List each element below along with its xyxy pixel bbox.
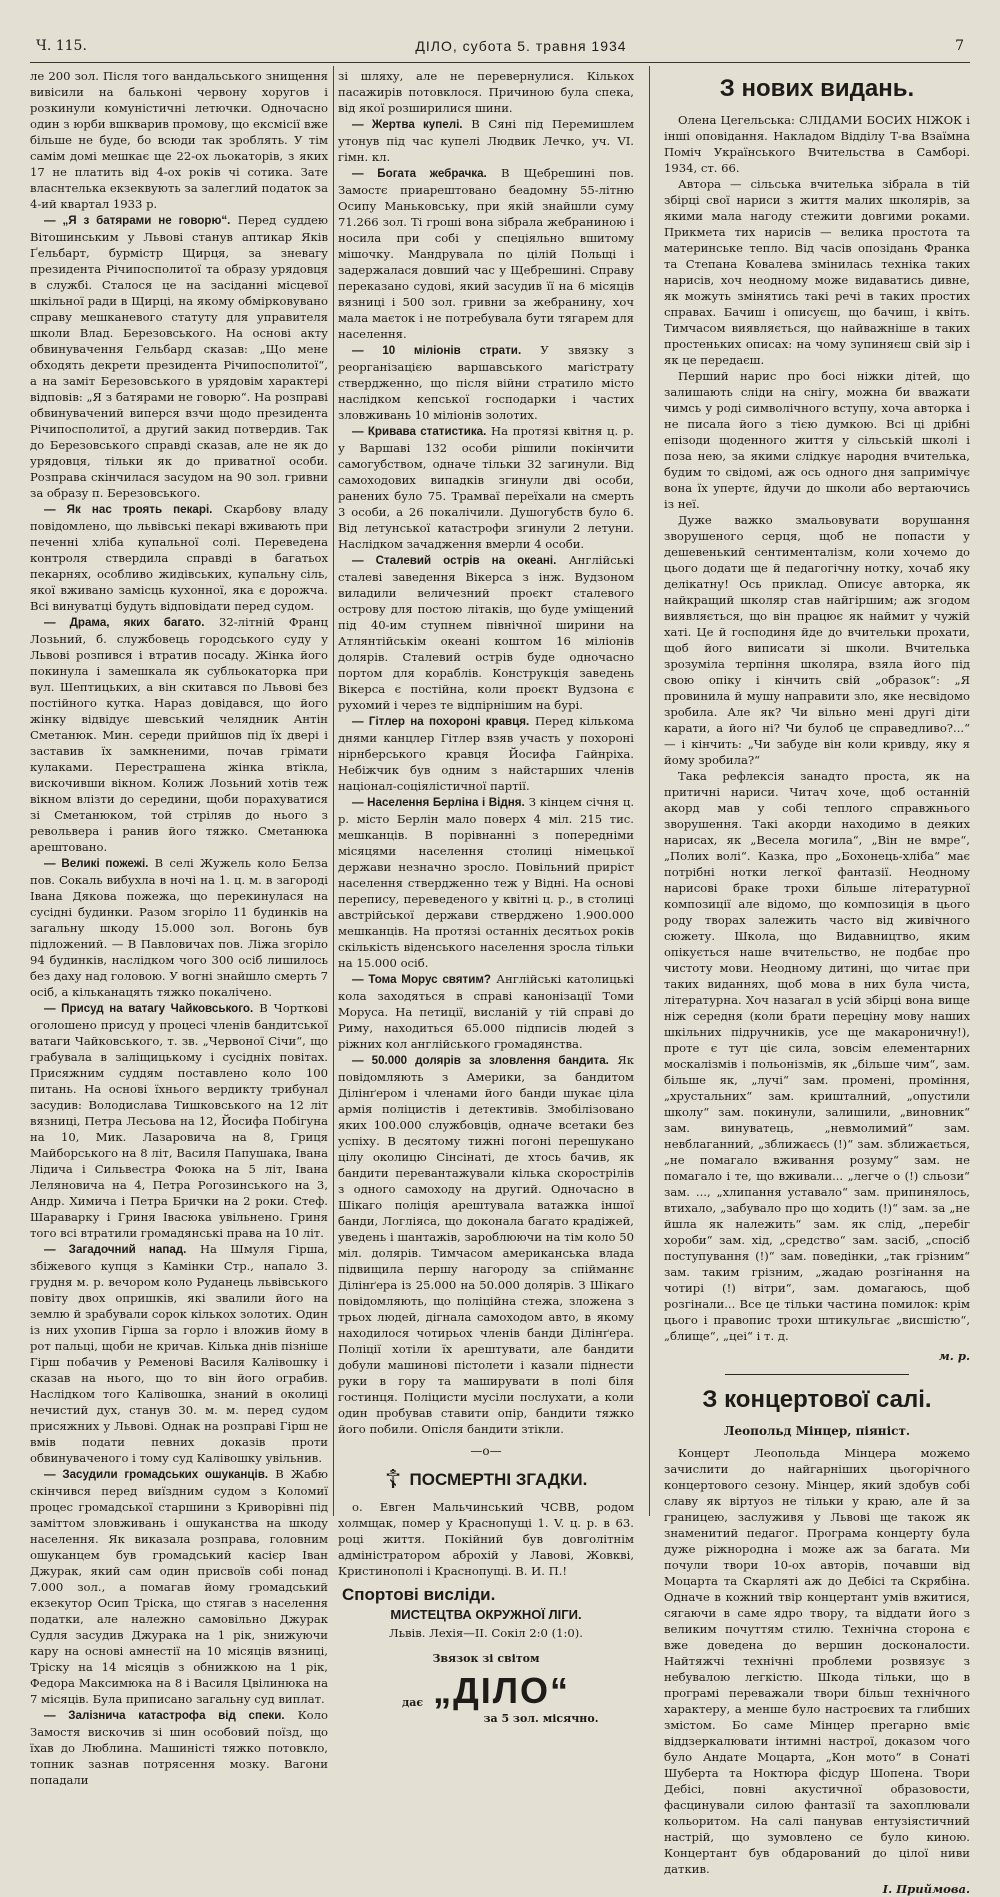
sports-result: Львів. Лехія—II. Сокіл 2:0 (1:0). bbox=[389, 1626, 583, 1640]
column-1 bbox=[30, 68, 329, 1787]
ad-line-1: Звязок зі світом bbox=[432, 1652, 540, 1665]
news-item bbox=[338, 116, 634, 165]
ad-row bbox=[338, 1671, 634, 1711]
news-item-title: — „Я з батярами не говорю“. bbox=[44, 214, 231, 227]
review-author: м. р. bbox=[938, 1349, 970, 1363]
news-item-text: На протязі квітня ц. р. у Варшаві 132 особи рішили покінчити самогубством, одначе тільки 32 загинули. Від самоходових випадків згинули дві особи, ранених було 75. Трамваї переїхали на смерть 3 особи, а 26 покалічили. Душогубств було 6. Від летунської катастрофи згинули 2 летуни. Наслідком зачадження вмерли 4 особи. bbox=[338, 424, 634, 551]
news-item bbox=[338, 552, 634, 713]
news-item bbox=[30, 1000, 328, 1241]
paragraph: Така рефлексія занадто проста, як на притичні нариси. Читач хоче, щоб останній акорд мав у собі теплого справжнього зворушення. Такі акорди находимо в деяких нарисах, як „Весела могила“, „Він не вмре“, „Полих волі“. Казка, про „Бохонець-хліба“ має потрібні нотки легкої фантазії. Неодному нарисові браке трохи більше літературної композиції але відомо, що композиція в цього роду творах залежить часто від живічного сюжету. Школа, що Видавництво, яким опікується наше вчительство, не подбає про чистоту мови. Неодному дитині, що читає при таких виданнях, щоб мова в них була чиста, літературна. Хоч назагал в усій збірці вона вище ніж середня (коли брати переціну мову наших шкільних підручників, усе ще макароничну!), проте є тут ціє сила, зовсім елементарних москалізмів і польонізмів, як „більше чим“, зам. більше як, „лучі“ зам. промені, проміння, „хрустальних“ зам. кришталний, „опустили школу“ зам. покинули, залишили, „виновник“ зам. винуватець, „невмолимий“ зам. невблаганний, „зближаєсь (!)“ зам. зближається, „не помагало вживання розуму“ зам. не помагало і те, що вживали... „легче о (!) сльози“ зам. ..., „хлипання уставало“ зам. припинялось, втихало, „забувало про що ходить (!)“ зам. за „не йшла як належить“ зам. як слід, „перебіг хороби“ зам. хід, „средство“ зам. засіб, „спосіб поступування (!)“ зам. поведінки, „так грізним“ зам. таким грізним, „жадаю розгінання на чотирі (!) вітри“, зам. домагаюсь, щоб розгінали... Все це тільки частина помилок: крім цього і правопис трохи штикульгає „висшістю“, „блище“, „цеі“ і т. д. bbox=[664, 769, 970, 1343]
divider bbox=[725, 1374, 909, 1375]
paragraph: Перший нарис про босі ніжки дітей, що залишають сліди на снігу, можна би вважати чимсь у роді символічного вступу, хоча авторка і не писала його з тією думкою. Всі ці дрібні епізоди щоденного життя у сільській школі і поза нею, за якими слідкує народня вчителька, будим то свідомі, аж ось одного дня запримічує вона їх упертє, йдучи до школи або вертаючись із неї. bbox=[664, 369, 970, 511]
news-item-title: — Богата жебрачка. bbox=[352, 167, 487, 180]
dilo-advertisement bbox=[338, 1651, 634, 1727]
news-item-text: В селі Жужель коло Белза пов. Сокаль вибухла в ночі на 1. ц. м. в загороді Івана Дякова пожежа, що перекинулася на сусідні будинки. Разом згоріло 11 будинків на загальну шкоду 15.000 зол. Вогонь був підложений. — В Павловичах пов. Ліжа згоріло 94 будинків, наслідком чого 300 осіб лишилось без даху над головою. У вогні знайшло смерть 7 осіб, а кільканацять тяжко покалічено. bbox=[30, 856, 329, 999]
news-item bbox=[30, 1707, 328, 1788]
news-item-title: — Драма, яких багато. bbox=[44, 616, 205, 629]
news-item bbox=[338, 971, 634, 1052]
news-item-title: — 10 міліонів страти. bbox=[352, 344, 522, 357]
obituary-header bbox=[338, 1467, 634, 1493]
news-item-title: — Тома Морус святим? bbox=[352, 973, 491, 986]
masthead-title-date: ДІЛО, субота 5. травня 1934 bbox=[415, 38, 627, 54]
news-item bbox=[30, 501, 328, 614]
news-item-text: В Щебрешині пов. Замостє приарештовано беадомну 55-літню Осипу Маньковську, при якій знайшли суму 71.266 зол. Ті гроші вона зібрала жебраниною і носила при собі у спеціяльно вшитому мішочку. Мандрувала по цілій Польщі і задержалася довший час у Щебрешині. Справу переказано судові, який засудив її на 6 місяців вязниці і 500 зол. гривни за жебранину, хоч мала маєток і не потребувала бути тягарем для населення. bbox=[338, 166, 634, 341]
sports-title: Спортові висліди. bbox=[342, 1585, 496, 1604]
news-item bbox=[338, 794, 634, 971]
sports-subtitle: МИСТЕЦТВА ОКРУЖНОЇ ЛІГИ. bbox=[390, 1607, 582, 1622]
ad-price: за 5 зол. місячно. bbox=[483, 1712, 599, 1725]
news-item bbox=[30, 212, 328, 501]
section-heading-new-publications: З нових видань. bbox=[719, 75, 915, 102]
news-item-text: Перед суддею Вітошинським у Львові станув аптикар Яків Ґельбарт, бурмістр Щирця, за зневагу президента Річипосполитої та образу урядовця в службі. Сталося це на засіданні місцевої шкільної ради в Щирці, на якому обмірковувано справу мешканевого статуту для управителя школи Влад. Березовського. На основі акту обвинувачення Гельбард сказав: „Що мене обходять декрети президента Річипосполитої“, а на заміт Березовського в урядовім характері відповів: „Я з батярами не говорю“. На розправі обвинувачений виперся взчи щодо президента Річипосполитої, а другий закид потвердив. Так до Березовського справді сказав, але не як до урядовця, тільки як до приватної особи. Розправа скінчилася засудом на 90 зол. гривни за образу п. Березовського. bbox=[30, 213, 328, 500]
news-item bbox=[30, 1241, 328, 1466]
masthead bbox=[36, 38, 964, 62]
obituary-text: о. Евген Мальчинський ЧСВВ, родом холмщак, помер у Краснопущі 1. V. ц. р. в 63. році життя. Покійний був довголітнім адміністратором аброхій у Лавові, Жовкві, Кристинополі і Краснопущі. В. И. П.! bbox=[338, 1500, 634, 1578]
news-item-title: — Як нас троять пекарі. bbox=[44, 503, 213, 516]
paragraph: Концерт Леопольда Мінцера можемо зачислити до найгарніших цьогорічного концертового сезону. Мінцер, який здобув собі славу як віртуоз не тільки у краю, але й за границею, заслуживя у Львові ще також як знаменитий педагог. Програма концерту була дуже ріжнородна і може аж за багата. Ми почули твори 10-ох авторів, почавши від Моцарта та Скарляті аж до Дебісі та Скрябіна. Одначе в кожний твір концертант умів вжитися, сягаючи в саме ядро твору, та віддати його з великим почуттям стилю. Технічна сторона є вже доведена до вершин досконалости. Найтяжчі технічні проблеми розвязує з небувалою легкістю. Шкода тільки, що в програмі переважали твори більш технічного характеру, а менше було настроєвих та глибших змістом. Бо саме Мінцер прегарно вміє віддзеркалювати інтимні настрої, доказом чого було Андате Моцарта, „Кон мото“ в Сонаті Шуберта та Ноктюра фісдур Шопена. Твори Дебісі, повні акустичної образовости, фасцинували силою фантазії та захоплювали кольоритом. На салі панував ентузіястичний настрій, що зумовлено се було киною. Концертант був обдарований до цілої ниви даткив. bbox=[664, 1446, 970, 1876]
news-item bbox=[338, 713, 634, 794]
column-3 bbox=[664, 68, 970, 1896]
masthead-rule bbox=[30, 62, 970, 63]
news-item-title: — Жертва купелі. bbox=[352, 118, 463, 131]
news-item-text: На Шмуля Гірша, збіжевого купця з Камінки Стр., напало 3. грудня м. р. вечором коло Руданець львівського повіту двох опришків, які звалили його на землю й зрабували сорок кількох золотих. Один із них ухопив Гірша за горло і вложив йому в рот пальці, щоби не кричав. Кілька днів пізніше Гірш побачив у Ременові Василя Калівошку і сказав на нього, що то він його ограбив. Наслідком того Калівошка, знаний в околиці нечистий дух, станув 30. м. м. перед судом присяжних у Львові. Однак на розправі Гірш не вмів подати певних доказів проти обвинуваченого і тому суд Калівошку увільнив. bbox=[30, 1242, 328, 1465]
news-item-text: Як повідомляють з Америки, за бандитом Ділінґером і членами його банди шукає ціла армія поліцистів і детективів. Змобілізовано яких 100.000 службовців, одначе всетаки без успіху. В десятому тижні погоні перешукано цілу околицю Сінсінаті, де хтось бачив, як бандити перевантажували кілька скорострілів з одного самоходу на другий. Одночасно в Шікаго поліція арештувала ватажка іншої банди, Логліяса, що доконала багато крадіжей, уведень і шантажів, зароблюючи на тім коло 50 міл. долярів. Тимчасом американська влада підвищила першу нагороду за спійманнє Ділінґера із 25.000 на 50.000 долярів. З Шікаго повідомляють, що поліційна стежа, зложена з трьох людей, дігнала самоходом авто, в якому находилося чотирьох членів банди Ділінґера. Поліції хотіли їх арештувати, але бандити добули машинові пістолети і казали піднести руки в гору та маширувати в полі біля гостинця. Поліцисти мусіли послухати, а коли один пробував ставити опір, бандити тяжко його побили. Опісля бандити зтікли. bbox=[338, 1053, 635, 1436]
issue-number: Ч. 115. bbox=[36, 38, 87, 54]
news-item-text: У звязку з реорганізацією варшавського магістрату ствердженно, що після війни стратило місто наслідком кепської господарки і частих зловживань 10 міліонів золотих. bbox=[338, 343, 634, 422]
ad-newspaper-name: „ДІЛО“ bbox=[433, 1670, 571, 1711]
paragraph: Автора — сільська вчителька зібрала в тій збірці свої нариси з життя малих школярів, за якими мала нагоду стежити довгими роками. Прикмета тих нарисів — велика простота та материнське тепло. Від часів опозідань Франка та Степана Ковалева змінилась техніка таких нарисів, хоч неодному може видаватись дивне, як можуть змінятись такі речі в таких простих справах. Бачиш і описуєш, що бачиш, і квіть. Тимчасом виявляється, що найважніше в таких простеньких описах: на чому зупиняєш свій зір і як це передаєш. bbox=[664, 177, 970, 367]
news-item bbox=[30, 614, 328, 855]
news-item-text: З кінцем січня ц. р. місто Берлін мало поверх 4 міл. 215 тис. мешканців. В порівнанні з попередніми місяцями населення столиці німецької держави незначно зросло. Повільний приріст населення ствердженно теж у Відні. На основі перепису, переведеного у квітні ц. р., в столиці австрійської держави стверджено 1.900.000 мешканців. На протязі останніх десятьох років скількість віденського населення зросла тільки на 15.000 осіб. bbox=[338, 795, 634, 970]
news-item-text: Англійські сталеві заведення Вікерса з інж. Вудзоном виладили величезний проєкт сталевого острову для постою літаків, що буде уміщений під 40-им ступнем північної ширини на Атлянтійськім океані коштом 16 міліонів долярів. Сталевий острів буде одночасно портом для кораблів. Конструкція заведень Вікерса є постійна, коли проєкт Вудзона є рухомий і через те відпірнішим на бурі. bbox=[338, 553, 634, 712]
news-item bbox=[338, 423, 634, 552]
concert-subtitle: Леопольд Мінцер, піяніст. bbox=[723, 1424, 911, 1438]
column-divider bbox=[649, 66, 650, 1516]
news-item bbox=[30, 1466, 328, 1707]
orthodox-cross-icon: ☦ bbox=[384, 1465, 402, 1495]
news-item-title: — Сталевий острів на океані. bbox=[352, 554, 557, 567]
news-item-title: — Великі пожежі. bbox=[44, 857, 149, 870]
news-item-text: В Сяні під Перемишлем утонув під час купелі Людвик Лечко, уч. VI. гімн. кл. bbox=[338, 117, 635, 164]
concert-review-author: І. Приймова. bbox=[882, 1882, 970, 1896]
news-item-text: В Жабю скінчився перед виїздним судом з Коломиї процес громадської старшини з Криворівні під заміттом зловживань і ошуканства на шкоду населення. Як виказала розправа, головним ошуканцем був громадський касієр Іван Джурак, який сам один присвоїв собі понад 7.000 зол., а помагав йому громадський екзекутор Осип Трiска, що стягав з населення податки, але належно самовільно Джурак Судля засудив Джурака на 1 рік, знижуючи кару на основі амнестії на 10 місяців вязниці, Тріску на 14 місяців з обнижкою на 1 рік, Федора Максимюка на 8 і Василя Цвілинюка на 7 місяців. Була приписано загальну суд виплат. bbox=[30, 1467, 328, 1706]
news-item bbox=[338, 165, 634, 342]
paragraph: Дуже важко змальовувати ворушання зворушеного серця, щоб не попасти у дешевенький сентименталізм, коли хочемо до цього додати ще й педагогічну нотку, хочаб яку делікатну! Ось приклад. Описує авторка, як найкращий школяр став найгіршим; аж згодом виявляється, що він працює як наймит у чужій хаті. Це й господиня йде до вчительки прохати, щоб його виписати зі школи. Вчителька зрозуміла терпіння школяра, взяла його під свою опіку і кінчить свій „образок“: „Я провинила й мушу направити зло, яке несвідомо зробила. Але як? Чи вільно мені другі діти карати, а його ні? Чи булоб це справедливо?...“ — і кінчить: „Чи забуде він коли кривду, яку я йому зробила?“ bbox=[664, 513, 970, 767]
news-item-text: Коло Замостя вискочив зі шин особовий поїзд, що їхав до Люблина. Машиністі тяжко потовкло, топник зазнав потрясення мозку. Вагони попадали bbox=[30, 1708, 328, 1787]
news-item-text: Скарбову владу повідомлено, що львівські пекарі вживають при печенні хліба купальної солі. Переведена контроля ствердила справді в багатьох пекарнях, особливо жидівських, купальну сіль, якої вживано замісць кухонної, яка є дорожча. Всі винуватці будуть відповідати перед судом. bbox=[30, 502, 328, 613]
book-reference: Олена Цегельська: СЛІДАМИ БОСИХ НІЖОК і інші оповідання. Накладом Відділу Т-ва Взаїмна Поміч Українського Вчительства в Самборі. 1934, ст. 66. bbox=[664, 113, 970, 175]
paragraph: ле 200 зол. Після того вандальського знищення вивісили на бальконі червону хоругов і розкинули комуністичні летючки. Одночасно один з юрби вшкварив промову, що ексмісії вже більше не буде, бо всюди так зроблять. У тім самім домі мешкає ще 22-ох льокаторів, з яких 17 не платить від 4-ох років чі сотика. Зате власнтелька екзеквують за залеглий податок за 4-ий квартал 1933 р. bbox=[30, 69, 328, 211]
news-item-text: 32-літній Франц Лозьний, б. службовець городського суду у Львові розпився і втратив посаду. Жінка його покинула і замешкала як субльокаторка при вул. Шептицьких, а він скитався по Львові без постійного кутка. Нараз довідався, що його жінку відвідує шевський челядник Антін Сметанюк. Мин. середи прийшов під їх двері і заставив їх замкненими, почав грімати кулаками. Перестрашена жінка втікла, вискочивши вікном. Колиж Лозьний хотів теж вікном влізти до середини, щоби порахуватися зі Сметанюком, той стріляв до нього з револьвера і ранив його тяжко. Сметанюка арештовано. bbox=[30, 615, 328, 854]
news-item-title: — Присуд на ватагу Чайковського. bbox=[44, 1002, 254, 1015]
news-item-title: — Населення Берліна і Відня. bbox=[352, 796, 525, 809]
column-2 bbox=[338, 68, 635, 1725]
column-divider bbox=[333, 66, 334, 1516]
news-item-title: — Гітлер на похороні кравця. bbox=[352, 715, 530, 728]
news-item-text: Перед кількома днями канцлер Гітлер взяв участь у похороні нірнберського кравця Йосифа Гайнріха. Небіжчик був одним з найстарших членів націонал-соціялістичної партії. bbox=[338, 714, 634, 793]
news-item-text: Англійські католицькі кола заходяться в справі канонізації Томи Моруса. На петиції, висланій у тій справі до Риму, находиться 65.000 підписів людей з ріжних кол англійського громадянства. bbox=[338, 972, 634, 1051]
news-item-title: — Загадочний напад. bbox=[44, 1243, 187, 1256]
news-item bbox=[30, 855, 328, 1000]
news-item-title: — Залізнича катастрофа від спеки. bbox=[44, 1709, 285, 1722]
news-item bbox=[338, 1052, 634, 1437]
news-item-title: — Засудили громадських ошуканців. bbox=[44, 1468, 269, 1481]
ad-line-2: дає bbox=[401, 1696, 424, 1709]
paragraph: зі шляху, але не перевернулися. Кількох пасажирів потовклося. Причиною була спека, від якої розширилися шини. bbox=[338, 69, 634, 115]
news-item-title: — 50.000 долярів за зловлення бандита. bbox=[352, 1054, 609, 1067]
news-item bbox=[338, 342, 634, 423]
section-separator: —о— bbox=[470, 1444, 502, 1458]
section-heading-concert-hall: З концертової салі. bbox=[702, 1386, 932, 1413]
obituary-title: ПОСМЕРТНІ ЗГАДКИ. bbox=[409, 1470, 588, 1489]
news-item-title: — Кривава статистика. bbox=[352, 425, 487, 438]
news-item-text: В Чорткові оголошено присуд у процесі членів бандитської ватаги Чайковського, т. зв. „Червоної Січи“, що грабувала в заліщицькому і сусідніх повітах. Присяжним суддям поставлено коло 100 питань. На основі їхнього вердикту трибунал засудив: Володислава Тишковського на 12 літ вязниці, Петра Лесьова на 12, Йосифа Побігуна на 10, Мик. Лазаровича на 8, Гриця Майборського на 8 літ, Василя Папушака, Івана Лідича і Сильвестра Фоюка на 5 літ, Івана Леляновича на 4, Петра Рогозинського на 3, Андр. Химича і Петра Брички на 2 роки. Стеф. Шараварку і Гриня Івасюка увільнено. Гриня того всі втратили громадянські права на 10 літ. bbox=[30, 1001, 328, 1240]
page-number: 7 bbox=[955, 38, 964, 54]
